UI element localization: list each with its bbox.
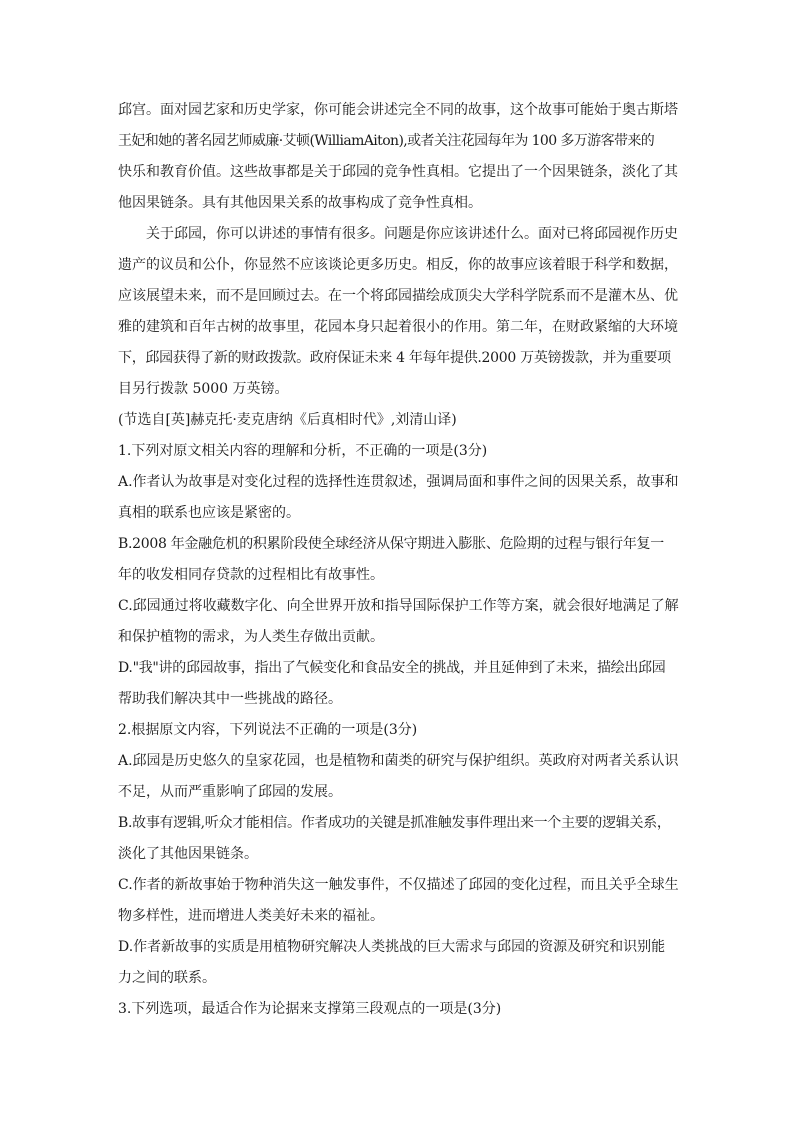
text-line: 关于邱园，你可以讲述的事情有很多。问题是你应该讲述什么。面对已将邱园视作历史 (146, 226, 678, 242)
text-line: 雅的建筑和百年古树的故事里，花园本身只起着很小的作用。第二年，在财政紧缩的大环境 (118, 319, 678, 335)
question-stem: 3.下列选项，最适合作为论据来支撑第三段观点的一项是(3分) (118, 1001, 502, 1017)
option-c-line-2: 和保护植物的需求，为人类生存做出贡献。 (118, 629, 384, 645)
text-line: 遗产的议员和公仆，你显然不应该谈论更多历史。相反，你的故事应该着眼于科学和数据， (118, 257, 678, 273)
question-3 (118, 994, 678, 1025)
passage-paragraph-2 (118, 219, 678, 405)
source-citation: (节选自[英]赫克托·麦克唐纳《后真相时代》,刘清山译) (118, 412, 457, 428)
text-line: 快乐和教育价值。这些故事都是关于邱园的竞争性真相。它提出了一个因果链条，淡化了其 (118, 164, 678, 180)
passage-paragraph-1 (118, 95, 678, 219)
option-d-line-2: 力之间的联系。 (118, 970, 216, 986)
text-line: 应该展望未来，而不是回顾过去。在一个将邱园描绘成顶尖大学科学院系而不是灌木丛、优 (118, 288, 678, 304)
option-b-line-2: 淡化了其他因果链条。 (118, 846, 258, 862)
document-body (118, 95, 678, 1025)
option-d-line-1: D.作者新故事的实质是用植物研究解决人类挑战的巨大需求与邱园的资源及研究和识别能 (118, 939, 666, 955)
option-b-line-1: B.2008 年金融危机的积累阶段使全球经济从保守期进入膨胀、危险期的过程与银行年复一 (118, 536, 664, 552)
option-c-line-2: 物多样性，进而增进人类美好未来的福祉。 (118, 908, 384, 924)
option-d-line-2: 帮助我们解决其中一些挑战的路径。 (118, 691, 342, 707)
question-2 (118, 715, 678, 994)
option-b-line-1: B.故事有逻辑,听众才能相信。作者成功的关键是抓准触发事件理出来一个主要的逻辑关系， (118, 815, 671, 831)
text-line: 王妃和她的著名园艺师威廉·艾顿(WilliamAiton),或者关注花园每年为 100 多万游客带来的 (118, 133, 655, 149)
option-d-line-1: D."我"讲的邱园故事，指出了气候变化和食品安全的挑战，并且延伸到了未来，描绘出邱园 (118, 660, 666, 676)
option-c-line-1: C.作者的新故事始于物种消失这一触发事件，不仅描述了邱园的变化过程，而且关乎全球生 (118, 877, 679, 893)
option-a-line-1: A.邱园是历史悠久的皇家花园，也是植物和菌类的研究与保护组织。英政府对两者关系认识 (118, 753, 679, 769)
option-a-line-2: 真相的联系也应该是紧密的。 (118, 505, 300, 521)
option-c-line-1: C.邱园通过将收藏数字化、向全世界开放和指导国际保护工作等方案，就会很好地满足了解 (118, 598, 679, 614)
text-line: 下，邱园获得了新的财政拨款。政府保证未来 4 年每年提供.2000 万英镑拨款，并为重要项 (118, 350, 671, 366)
text-line: 目另行拨款 5000 万英镑。 (118, 381, 289, 397)
question-1 (118, 436, 678, 715)
option-a-line-1: A.作者认为故事是对变化过程的选择性连贯叙述，强调局面和事件之间的因果关系，故事和 (118, 474, 679, 490)
option-a-line-2: 不足，从而严重影响了邱园的发展。 (118, 784, 342, 800)
question-stem: 1.下列对原文相关内容的理解和分析，不正确的一项是(3分) (118, 443, 488, 459)
text-line: 邱宫。面对园艺家和历史学家，你可能会讲述完全不同的故事，这个故事可能始于奥古斯塔 (118, 102, 678, 118)
question-stem: 2.根据原文内容，下列说法不正确的一项是(3分) (118, 722, 418, 738)
text-line: 他因果链条。具有其他因果关系的故事构成了竞争性真相。 (118, 195, 482, 211)
option-b-line-2: 年的收发相同存贷款的过程相比有故事性。 (118, 567, 384, 583)
